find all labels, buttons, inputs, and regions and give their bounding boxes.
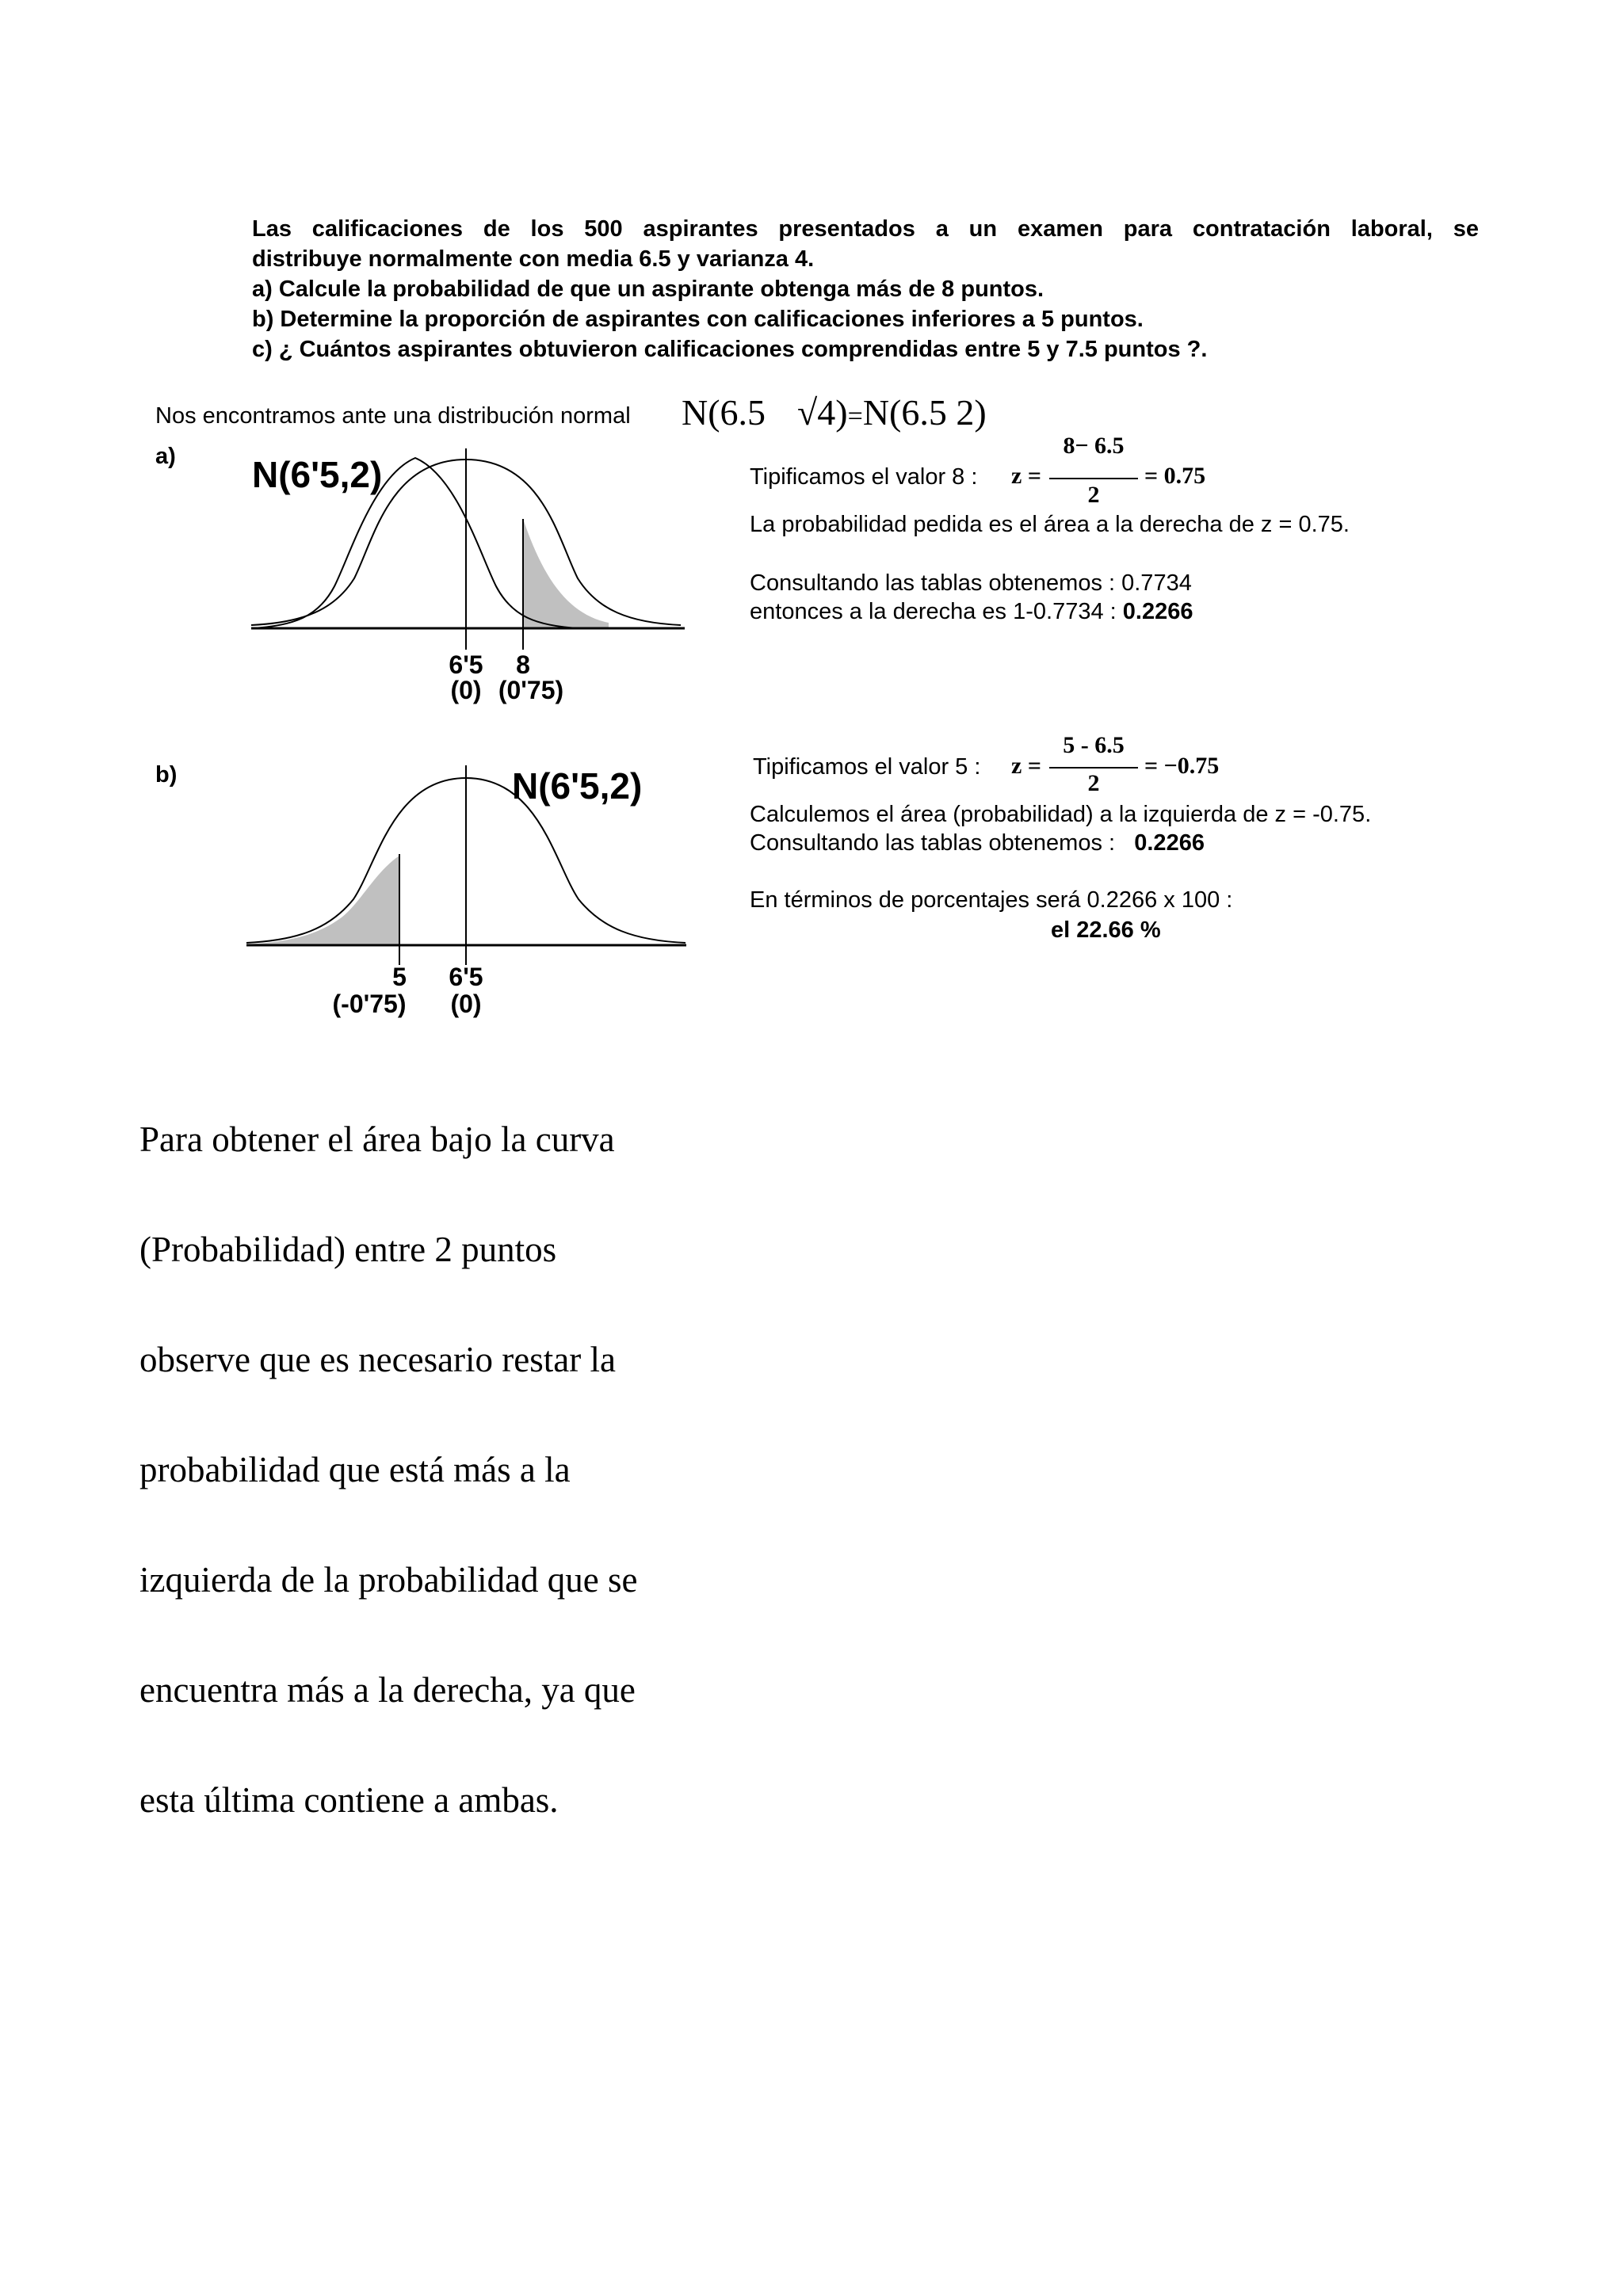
graph-b-tick1: 5	[392, 963, 407, 991]
closing-line: encuentra más a la derecha, ya que	[139, 1670, 636, 1710]
part-b-tipify-label: Tipificamos el valor 5 :	[753, 754, 981, 780]
graph-a-tick2: 8	[516, 650, 530, 679]
part-b-area-text: Calculemos el área (probabilidad) a la izquierda de z = -0.75.	[750, 802, 1372, 827]
normal-curve-graph-a	[247, 444, 685, 705]
part-b-percent-text: En términos de porcentajes será 0.2266 x 100 :	[750, 887, 1233, 913]
part-a-fraction-bar	[1049, 478, 1138, 479]
shaded-area-right	[523, 519, 609, 628]
part-a-right-value: 0.2266	[1122, 599, 1193, 624]
closing-line: esta última contiene a ambas.	[139, 1780, 559, 1820]
formula-right: N(6.5 2)	[862, 392, 987, 433]
part-b-numerator: 5 - 6.5	[1063, 732, 1125, 758]
problem-item-b: b) Determine la proporción de aspirantes con calificaciones inferiores a 5 puntos.	[252, 307, 1144, 332]
graph-b-tick2: 6'5	[449, 963, 483, 991]
part-a-right-text: entonces a la derecha es 1-0.7734 :	[750, 599, 1117, 624]
graph-b-tick2-z: (0)	[450, 990, 482, 1018]
graph-a-title: N(6'5,2)	[252, 454, 383, 495]
part-a-right-line	[750, 599, 1193, 625]
problem-item-c: c) ¿ Cuántos aspirantes obtuvieron calificaciones comprendidas entre 5 y 7.5 puntos ?.	[252, 337, 1208, 362]
closing-line: (Probabilidad) entre 2 puntos	[139, 1230, 557, 1269]
part-b-tables-text: Consultando las tablas obtenemos :	[750, 830, 1116, 856]
graph-a-tick1: 6'5	[449, 650, 483, 679]
closing-line: observe que es necesario restar la	[139, 1340, 616, 1379]
graph-b-title: N(6'5,2)	[512, 765, 643, 807]
graph-b-tick1-z: (-0'75)	[332, 990, 407, 1018]
intro-text: Nos encontramos ante una distribución normal	[155, 403, 631, 429]
problem-item-a: a) Calcule la probabilidad de que un aspirante obtenga más de 8 puntos.	[252, 277, 1044, 302]
graph-a-tick2-z: (0'75)	[498, 676, 564, 704]
part-a-z-lhs: z =	[1011, 463, 1041, 489]
part-b-percent-value: el 22.66 %	[1051, 917, 1161, 943]
problem-statement	[252, 214, 1479, 364]
part-a-tables-text: Consultando las tablas obtenemos : 0.7734	[750, 570, 1192, 596]
part-b-denominator: 2	[1087, 770, 1100, 796]
part-a-numerator: 8− 6.5	[1063, 433, 1125, 459]
normal-curve-graph-b	[242, 761, 686, 1030]
part-b-tables-value: 0.2266	[1134, 830, 1205, 856]
part-b-label: b)	[155, 762, 178, 788]
closing-line: Para obtener el área bajo la curva	[139, 1119, 615, 1159]
part-b-tables-line	[750, 830, 1205, 856]
formula-left: N(6.5	[682, 392, 766, 433]
part-a-label: a)	[155, 444, 176, 469]
problem-line-1: Las calificaciones de los 500 aspirantes presentados a un examen para contratación laboral, se	[252, 216, 1479, 242]
part-b-z-result: = −0.75	[1144, 753, 1220, 779]
closing-paragraph	[139, 1116, 932, 1886]
closing-line: izquierda de la probabilidad que se	[139, 1560, 638, 1600]
part-b-fraction-bar	[1049, 767, 1138, 769]
part-a-denominator: 2	[1087, 482, 1100, 508]
formula-root: √4)	[797, 392, 848, 433]
part-a-area-text: La probabilidad pedida es el área a la derecha de z = 0.75.	[750, 512, 1350, 537]
problem-line-2: distribuye normalmente con media 6.5 y varianza 4.	[252, 246, 815, 272]
distribution-formula	[682, 391, 987, 433]
part-b-z-lhs: z =	[1011, 753, 1041, 779]
part-a-tipify-label: Tipificamos el valor 8 :	[750, 464, 978, 490]
graph-a-tick1-z: (0)	[450, 676, 482, 704]
closing-line: probabilidad que está más a la	[139, 1450, 571, 1489]
formula-eq: =	[847, 402, 863, 431]
part-a-z-result: = 0.75	[1144, 463, 1206, 489]
shaded-area-left	[246, 856, 399, 944]
